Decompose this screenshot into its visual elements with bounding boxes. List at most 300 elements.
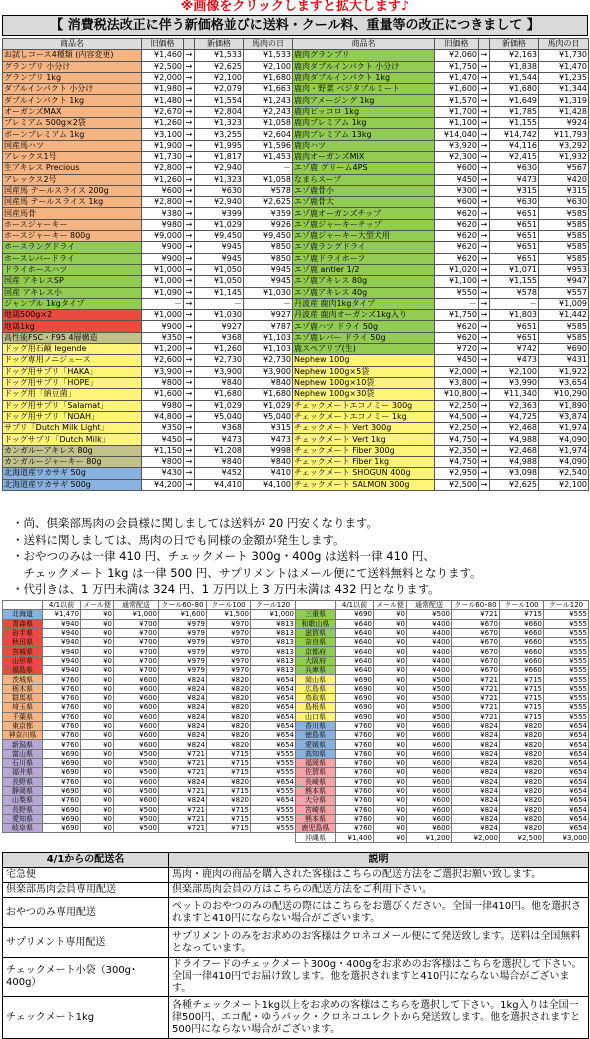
shipping-fee: ¥721: [159, 768, 207, 777]
new-price: ¥1,649: [490, 95, 539, 106]
shipping-row: [296, 610, 589, 619]
horse-day-price: ¥2,243: [244, 106, 293, 117]
shipping-row: [296, 796, 589, 805]
product-row: [293, 423, 589, 434]
shipping-fee: ¥660: [500, 628, 544, 637]
horse-day-price: ¥473: [244, 434, 293, 445]
shipping-fee: ¥654: [544, 777, 589, 786]
shipping-fee: ¥600: [114, 740, 159, 749]
horse-day-price: ¥945: [244, 276, 293, 287]
shipping-row: [296, 666, 589, 675]
product-name: 国産馬 テールスライス 1kg: [3, 197, 142, 208]
shipping-fee: ¥0: [81, 628, 114, 637]
shipping-fee: ¥813: [251, 666, 296, 675]
new-price: ¥578: [490, 287, 539, 298]
new-price: ¥4,116: [490, 140, 539, 151]
horse-day-price: ¥3,654: [539, 377, 589, 388]
product-row: [3, 445, 293, 456]
shipping-fee: ¥760: [336, 731, 374, 740]
shipping-fee: ¥500: [407, 684, 452, 693]
horse-day-price: ¥585: [539, 231, 589, 242]
delivery-desc: サプリメントのみをお求めのお客様はクロネコメール便にて発送致します。送料は全国無料となっています。: [169, 928, 589, 958]
shipping-fee: ¥715: [207, 749, 251, 758]
shipping-header-row: [296, 601, 589, 610]
horse-day-price: ¥410: [244, 468, 293, 479]
product-row: [3, 118, 293, 129]
new-price: ¥5,040: [195, 411, 244, 422]
product-row: [3, 163, 293, 174]
horse-day-price: ¥850: [244, 253, 293, 264]
delivery-name: チェックメート1kg: [3, 997, 169, 1039]
horse-day-price: ¥585: [539, 321, 589, 332]
product-name: チェックメート Vert 300g: [293, 423, 435, 434]
shipping-fee: ¥940: [43, 619, 81, 628]
shipping-fee: ¥654: [251, 731, 296, 740]
shipping-fee: ¥654: [544, 740, 589, 749]
shipping-fee: ¥690: [336, 703, 374, 712]
shipping-fee: ¥0: [374, 693, 407, 702]
horse-day-price: ¥690: [539, 344, 589, 355]
arrow-icon: →: [479, 276, 490, 287]
horse-day-price: ¥1,319: [539, 95, 589, 106]
shipping-fee: ¥690: [43, 824, 81, 833]
arrow-icon: →: [184, 174, 195, 185]
shipping-fee: ¥500: [407, 712, 452, 721]
product-name: Nephew 100g×30袋: [293, 389, 435, 400]
shipping-fee: ¥0: [81, 619, 114, 628]
shipping-row: [296, 647, 589, 656]
shipping-fee: ¥813: [251, 656, 296, 665]
new-price: ¥4,410: [195, 479, 244, 490]
product-name: エゾ鹿ジャーキーチップ: [293, 219, 435, 230]
shipping-fee: ¥1,400: [336, 833, 374, 842]
old-price: ¥4,750: [435, 456, 479, 467]
prefecture-name: 香川県: [296, 721, 336, 730]
arrow-icon: →: [479, 389, 490, 400]
delivery-row: [3, 997, 589, 1039]
old-price: ¥2,350: [435, 445, 479, 456]
shipping-fee: ¥721: [452, 703, 500, 712]
shipping-fee: ¥0: [81, 749, 114, 758]
shipping-fee: ¥670: [452, 619, 500, 628]
product-row: [293, 321, 589, 332]
old-price: －: [142, 298, 184, 309]
new-price: ¥651: [490, 219, 539, 230]
shipping-fee: ¥600: [407, 768, 452, 777]
product-name: ドライホースハツ: [3, 264, 142, 275]
arrow-icon: →: [184, 197, 195, 208]
shipping-fee: ¥600: [407, 824, 452, 833]
shipping-fee: ¥970: [207, 656, 251, 665]
old-price: ¥2,000: [435, 366, 479, 377]
shipping-fee: ¥715: [500, 675, 544, 684]
shipping-row: [3, 684, 296, 693]
price-header-row: [293, 39, 589, 50]
old-price: ¥720: [435, 344, 479, 355]
arrow-icon: →: [479, 61, 490, 72]
old-price: ¥4,800: [142, 411, 184, 422]
arrow-icon: →: [184, 344, 195, 355]
horse-day-price: ¥3,900: [244, 366, 293, 377]
prefecture-name: 富山県: [3, 749, 43, 758]
shipping-fee: ¥1,000: [251, 610, 296, 619]
shipping-fee: ¥654: [251, 684, 296, 693]
shipping-row: [296, 786, 589, 795]
product-name: 鹿スペアリブ(生): [293, 344, 435, 355]
shipping-row: [3, 731, 296, 740]
new-price: ¥1,544: [490, 72, 539, 83]
arrow-icon: →: [184, 50, 195, 61]
shipping-row: [3, 759, 296, 768]
shipping-fee: ¥500: [114, 749, 159, 758]
arrow-icon: →: [479, 118, 490, 129]
shipping-fee: ¥690: [43, 786, 81, 795]
shipping-fee: ¥760: [43, 703, 81, 712]
price-header-cell: [479, 39, 490, 50]
shipping-fee: ¥600: [114, 777, 159, 786]
shipping-fee: ¥600: [407, 786, 452, 795]
old-price: ¥3,100: [142, 129, 184, 140]
horse-day-price: ¥420: [539, 174, 589, 185]
shipping-fee: ¥640: [336, 638, 374, 647]
shipping-table-left: [2, 600, 296, 833]
arrow-icon: →: [479, 479, 490, 490]
arrow-icon: →: [479, 50, 490, 61]
product-name: エゾ鹿骨小: [293, 185, 435, 196]
product-name: 国産馬骨: [3, 208, 142, 219]
product-row: [293, 445, 589, 456]
shipping-fee: ¥0: [81, 777, 114, 786]
product-row: [3, 389, 293, 400]
delivery-row: [3, 883, 589, 898]
delivery-name: サプリメント専用配送: [3, 928, 169, 958]
shipping-fee: ¥760: [43, 693, 81, 702]
horse-day-price: ¥315: [244, 423, 293, 434]
delivery-row: [3, 928, 589, 958]
prefecture-name: 大阪府: [296, 656, 336, 665]
product-name: ダブルインパクト 1kg: [3, 95, 142, 106]
shipping-fee: ¥760: [336, 768, 374, 777]
arrow-icon: →: [184, 242, 195, 253]
old-price: ¥380: [142, 208, 184, 219]
product-name: チェックメート SHOGUN 400g: [293, 468, 435, 479]
prefecture-name: 栃木県: [3, 684, 43, 693]
horse-day-price: ¥947: [539, 276, 589, 287]
old-price: ¥430: [142, 468, 184, 479]
shipping-fee: ¥1,000: [114, 610, 159, 619]
product-name: 鹿肉・野菜 ベジタブルミート: [293, 84, 435, 95]
shipping-fee: ¥654: [251, 721, 296, 730]
shipping-fee: ¥555: [544, 656, 589, 665]
arrow-icon: →: [479, 231, 490, 242]
shipping-row: [3, 647, 296, 656]
shipping-header-cell: 通常配送: [407, 601, 452, 610]
prefecture-name: 長野県: [3, 805, 43, 814]
product-row: [3, 377, 293, 388]
product-name: 地鶏500g×2: [3, 310, 142, 321]
horse-day-price: ¥630: [539, 197, 589, 208]
shipping-fee: ¥654: [544, 759, 589, 768]
product-name: エゾ鹿オーガンズチップ: [293, 208, 435, 219]
product-row: [293, 456, 589, 467]
new-price: ¥1,155: [490, 276, 539, 287]
arrow-icon: →: [479, 95, 490, 106]
arrow-icon: →: [479, 140, 490, 151]
note-line: チェックメート 1kg は一律 500 円、サプリメントはメール便にて送料無料となります。: [12, 565, 482, 580]
shipping-fee: ¥500: [407, 693, 452, 702]
shipping-header-cell: 通常配送: [114, 601, 159, 610]
shipping-fee: ¥820: [207, 675, 251, 684]
shipping-fee: ¥760: [336, 740, 374, 749]
new-price: ¥399: [195, 208, 244, 219]
shipping-fee: ¥760: [336, 786, 374, 795]
shipping-fee: ¥600: [407, 740, 452, 749]
shipping-fee: ¥820: [500, 721, 544, 730]
horse-day-price: ¥359: [244, 208, 293, 219]
prefecture-name: 埼玉県: [3, 703, 43, 712]
arrow-icon: →: [479, 219, 490, 230]
shipping-fee: ¥979: [159, 619, 207, 628]
old-price: ¥2,060: [435, 50, 479, 61]
shipping-fee: ¥760: [336, 824, 374, 833]
product-row: [293, 151, 589, 162]
shipping-fee: ¥1,600: [159, 610, 207, 619]
horse-day-price: ¥1,680: [244, 72, 293, 83]
product-row: [3, 411, 293, 422]
delivery-desc: ペットのおやつのみの配送の際にはこちらをお選びください。全国一律410円。他を選択されますと410円にならない場合がございます。: [169, 898, 589, 928]
prefecture-name: 三重県: [296, 610, 336, 619]
shipping-fee: ¥0: [81, 638, 114, 647]
old-price: ¥350: [142, 423, 184, 434]
product-name: ドッグ用サプリ「Salamat」: [3, 400, 142, 411]
horse-day-price: ¥924: [539, 118, 589, 129]
new-price: ¥630: [490, 197, 539, 208]
shipping-fee: ¥654: [544, 796, 589, 805]
shipping-fee: ¥555: [544, 703, 589, 712]
prefecture-name: 沖縄県: [296, 833, 336, 842]
shipping-fee: ¥690: [43, 814, 81, 823]
shipping-fee: ¥555: [544, 693, 589, 702]
shipping-fee: ¥0: [81, 786, 114, 795]
product-row: [3, 434, 293, 445]
product-row: [3, 310, 293, 321]
arrow-icon: →: [479, 456, 490, 467]
arrow-icon: →: [184, 332, 195, 343]
new-price: ¥473: [490, 355, 539, 366]
product-name: チェックメート Fiber 1kg: [293, 456, 435, 467]
shipping-fee: ¥660: [500, 656, 544, 665]
shipping-fee: ¥979: [159, 628, 207, 637]
shipping-fee: ¥824: [452, 805, 500, 814]
product-name: ホースジャーキー 800g: [3, 231, 142, 242]
delivery-row: [3, 958, 589, 997]
shipping-fee: ¥721: [452, 693, 500, 702]
shipping-notes: [12, 515, 588, 598]
shipping-fee: ¥824: [159, 684, 207, 693]
shipping-fee: ¥1,500: [207, 610, 251, 619]
shipping-fee: ¥940: [43, 628, 81, 637]
shipping-fee: ¥1,470: [43, 610, 81, 619]
shipping-row: [3, 805, 296, 814]
prefecture-name: 神奈川県: [3, 731, 43, 740]
shipping-fee: ¥820: [207, 721, 251, 730]
horse-day-price: ¥5,040: [244, 411, 293, 422]
old-price: ¥980: [142, 219, 184, 230]
product-row: [3, 197, 293, 208]
shipping-fee: ¥0: [81, 647, 114, 656]
shipping-fee: ¥0: [374, 638, 407, 647]
new-price: ¥9,450: [195, 231, 244, 242]
note-line: ・おやつのみは一律 410 円、チェックメート 300g・400g は送料一律 410 円、: [12, 549, 435, 563]
product-name: チェックメートエコノミー 1kg: [293, 411, 435, 422]
new-price: ¥2,163: [490, 50, 539, 61]
shipping-fee: ¥654: [544, 824, 589, 833]
shipping-fee: ¥0: [374, 675, 407, 684]
product-name: ドッグサプリ「Dutch Milk」: [3, 434, 142, 445]
arrow-icon: →: [479, 208, 490, 219]
horse-day-price: ¥4,100: [244, 479, 293, 490]
product-name: オーガンズMAX: [3, 106, 142, 117]
product-name: 鹿肉プレミアム 13kg: [293, 129, 435, 140]
old-price: ¥1,980: [142, 84, 184, 95]
product-name: 丹波産 鹿肉1kgタイプ: [293, 298, 435, 309]
horse-day-price: ¥9,450: [244, 231, 293, 242]
shipping-fee: ¥555: [544, 647, 589, 656]
prefecture-name: 新潟県: [3, 740, 43, 749]
price-header-cell: 商品名: [3, 39, 142, 50]
horse-day-price: ¥1,030: [244, 287, 293, 298]
prefecture-name: 福井県: [3, 768, 43, 777]
old-price: －: [435, 298, 479, 309]
product-row: [3, 456, 293, 467]
shipping-fee: ¥500: [407, 703, 452, 712]
prefecture-name: 宮崎県: [296, 805, 336, 814]
shipping-fee: ¥0: [374, 777, 407, 786]
horse-day-price: ¥1,428: [539, 106, 589, 117]
new-price: －: [490, 298, 539, 309]
prefecture-name: 静岡県: [3, 786, 43, 795]
shipping-fee: ¥600: [407, 777, 452, 786]
shipping-fee: ¥824: [452, 814, 500, 823]
shipping-fee: ¥824: [452, 824, 500, 833]
old-price: ¥450: [435, 355, 479, 366]
old-price: ¥1,260: [142, 174, 184, 185]
shipping-header-cell: メール便: [374, 601, 407, 610]
new-price: ¥2,468: [490, 423, 539, 434]
horse-day-price: ¥585: [539, 253, 589, 264]
new-price: ¥473: [195, 434, 244, 445]
product-name: ドッグ用「納豆菌」: [3, 389, 142, 400]
product-name: なまらスープ: [293, 174, 435, 185]
arrow-icon: →: [184, 118, 195, 129]
shipping-fee: ¥500: [114, 768, 159, 777]
new-price: ¥1,680: [490, 84, 539, 95]
shipping-fee: ¥0: [81, 712, 114, 721]
new-price: ¥452: [195, 468, 244, 479]
product-name: チェックメートエコノミー 300g: [293, 400, 435, 411]
shipping-fee: ¥0: [81, 796, 114, 805]
shipping-header-cell: クール120: [544, 601, 589, 610]
horse-day-price: ¥585: [539, 242, 589, 253]
shipping-header-cell: クール100: [207, 601, 251, 610]
old-price: ¥1,100: [435, 118, 479, 129]
shipping-fee: ¥555: [544, 712, 589, 721]
new-price: ¥1,785: [490, 106, 539, 117]
shipping-fee: ¥813: [251, 619, 296, 628]
product-row: [293, 219, 589, 230]
note-line: ・送料に関しましては、馬肉の日でも同様の金額が発生します。: [12, 532, 345, 547]
old-price: ¥2,500: [142, 61, 184, 72]
product-name: 国産 アキレスSP: [3, 276, 142, 287]
old-price: ¥3,800: [435, 377, 479, 388]
arrow-icon: →: [184, 84, 195, 95]
product-name: カンガルージャーキー 80g: [3, 456, 142, 467]
shipping-fee: ¥820: [207, 703, 251, 712]
shipping-fee: ¥820: [207, 740, 251, 749]
shipping-fee: ¥500: [114, 814, 159, 823]
horse-day-price: ¥840: [244, 456, 293, 467]
shipping-fee: ¥824: [159, 712, 207, 721]
shipping-fee: ¥824: [452, 721, 500, 730]
delivery-name: おやつのみ専用配送: [3, 898, 169, 928]
old-price: ¥350: [142, 332, 184, 343]
product-name: お試しコース4種類 (内容変更): [3, 50, 142, 61]
shipping-row: [296, 703, 589, 712]
shipping-row: [3, 740, 296, 749]
shipping-row: [296, 619, 589, 628]
shipping-fee: ¥820: [500, 796, 544, 805]
product-row: [293, 129, 589, 140]
shipping-row: [3, 786, 296, 795]
shipping-row: [296, 777, 589, 786]
shipping-row: [296, 731, 589, 740]
product-row: [3, 253, 293, 264]
shipping-fee: ¥0: [374, 628, 407, 637]
product-name: ホースレバードライ: [3, 253, 142, 264]
click-to-enlarge-banner[interactable]: ※画像をクリックしますと拡大します♪: [180, 0, 410, 14]
prefecture-name: 高知県: [296, 749, 336, 758]
horse-day-price: ¥585: [539, 332, 589, 343]
shipping-fee: ¥654: [544, 786, 589, 795]
shipping-fee: ¥760: [43, 731, 81, 740]
shipping-fee: ¥690: [43, 759, 81, 768]
shipping-fee: ¥715: [500, 703, 544, 712]
product-row: [293, 163, 589, 174]
shipping-header-cell: [296, 601, 336, 610]
shipping-fee: ¥555: [544, 684, 589, 693]
shipping-fee: ¥640: [336, 647, 374, 656]
prefecture-name: 広島県: [296, 684, 336, 693]
product-name: カンガルーアキレス 80g: [3, 445, 142, 456]
old-price: ¥2,000: [142, 72, 184, 83]
shipping-fee: ¥721: [159, 824, 207, 833]
old-price: ¥3,920: [435, 140, 479, 151]
new-price: －: [195, 298, 244, 309]
shipping-fee: ¥760: [43, 740, 81, 749]
shipping-fee: ¥600: [114, 731, 159, 740]
shipping-fee: ¥824: [452, 768, 500, 777]
product-row: [3, 140, 293, 151]
prefecture-name: 福島県: [3, 666, 43, 675]
shipping-fee: ¥600: [114, 796, 159, 805]
product-row: [293, 276, 589, 287]
shipping-table-right: [295, 600, 589, 843]
shipping-row: [3, 666, 296, 675]
arrow-icon: →: [184, 321, 195, 332]
shipping-fee: ¥600: [407, 814, 452, 823]
product-name: チェックメート Fiber 300g: [293, 445, 435, 456]
new-price: ¥4,988: [490, 434, 539, 445]
